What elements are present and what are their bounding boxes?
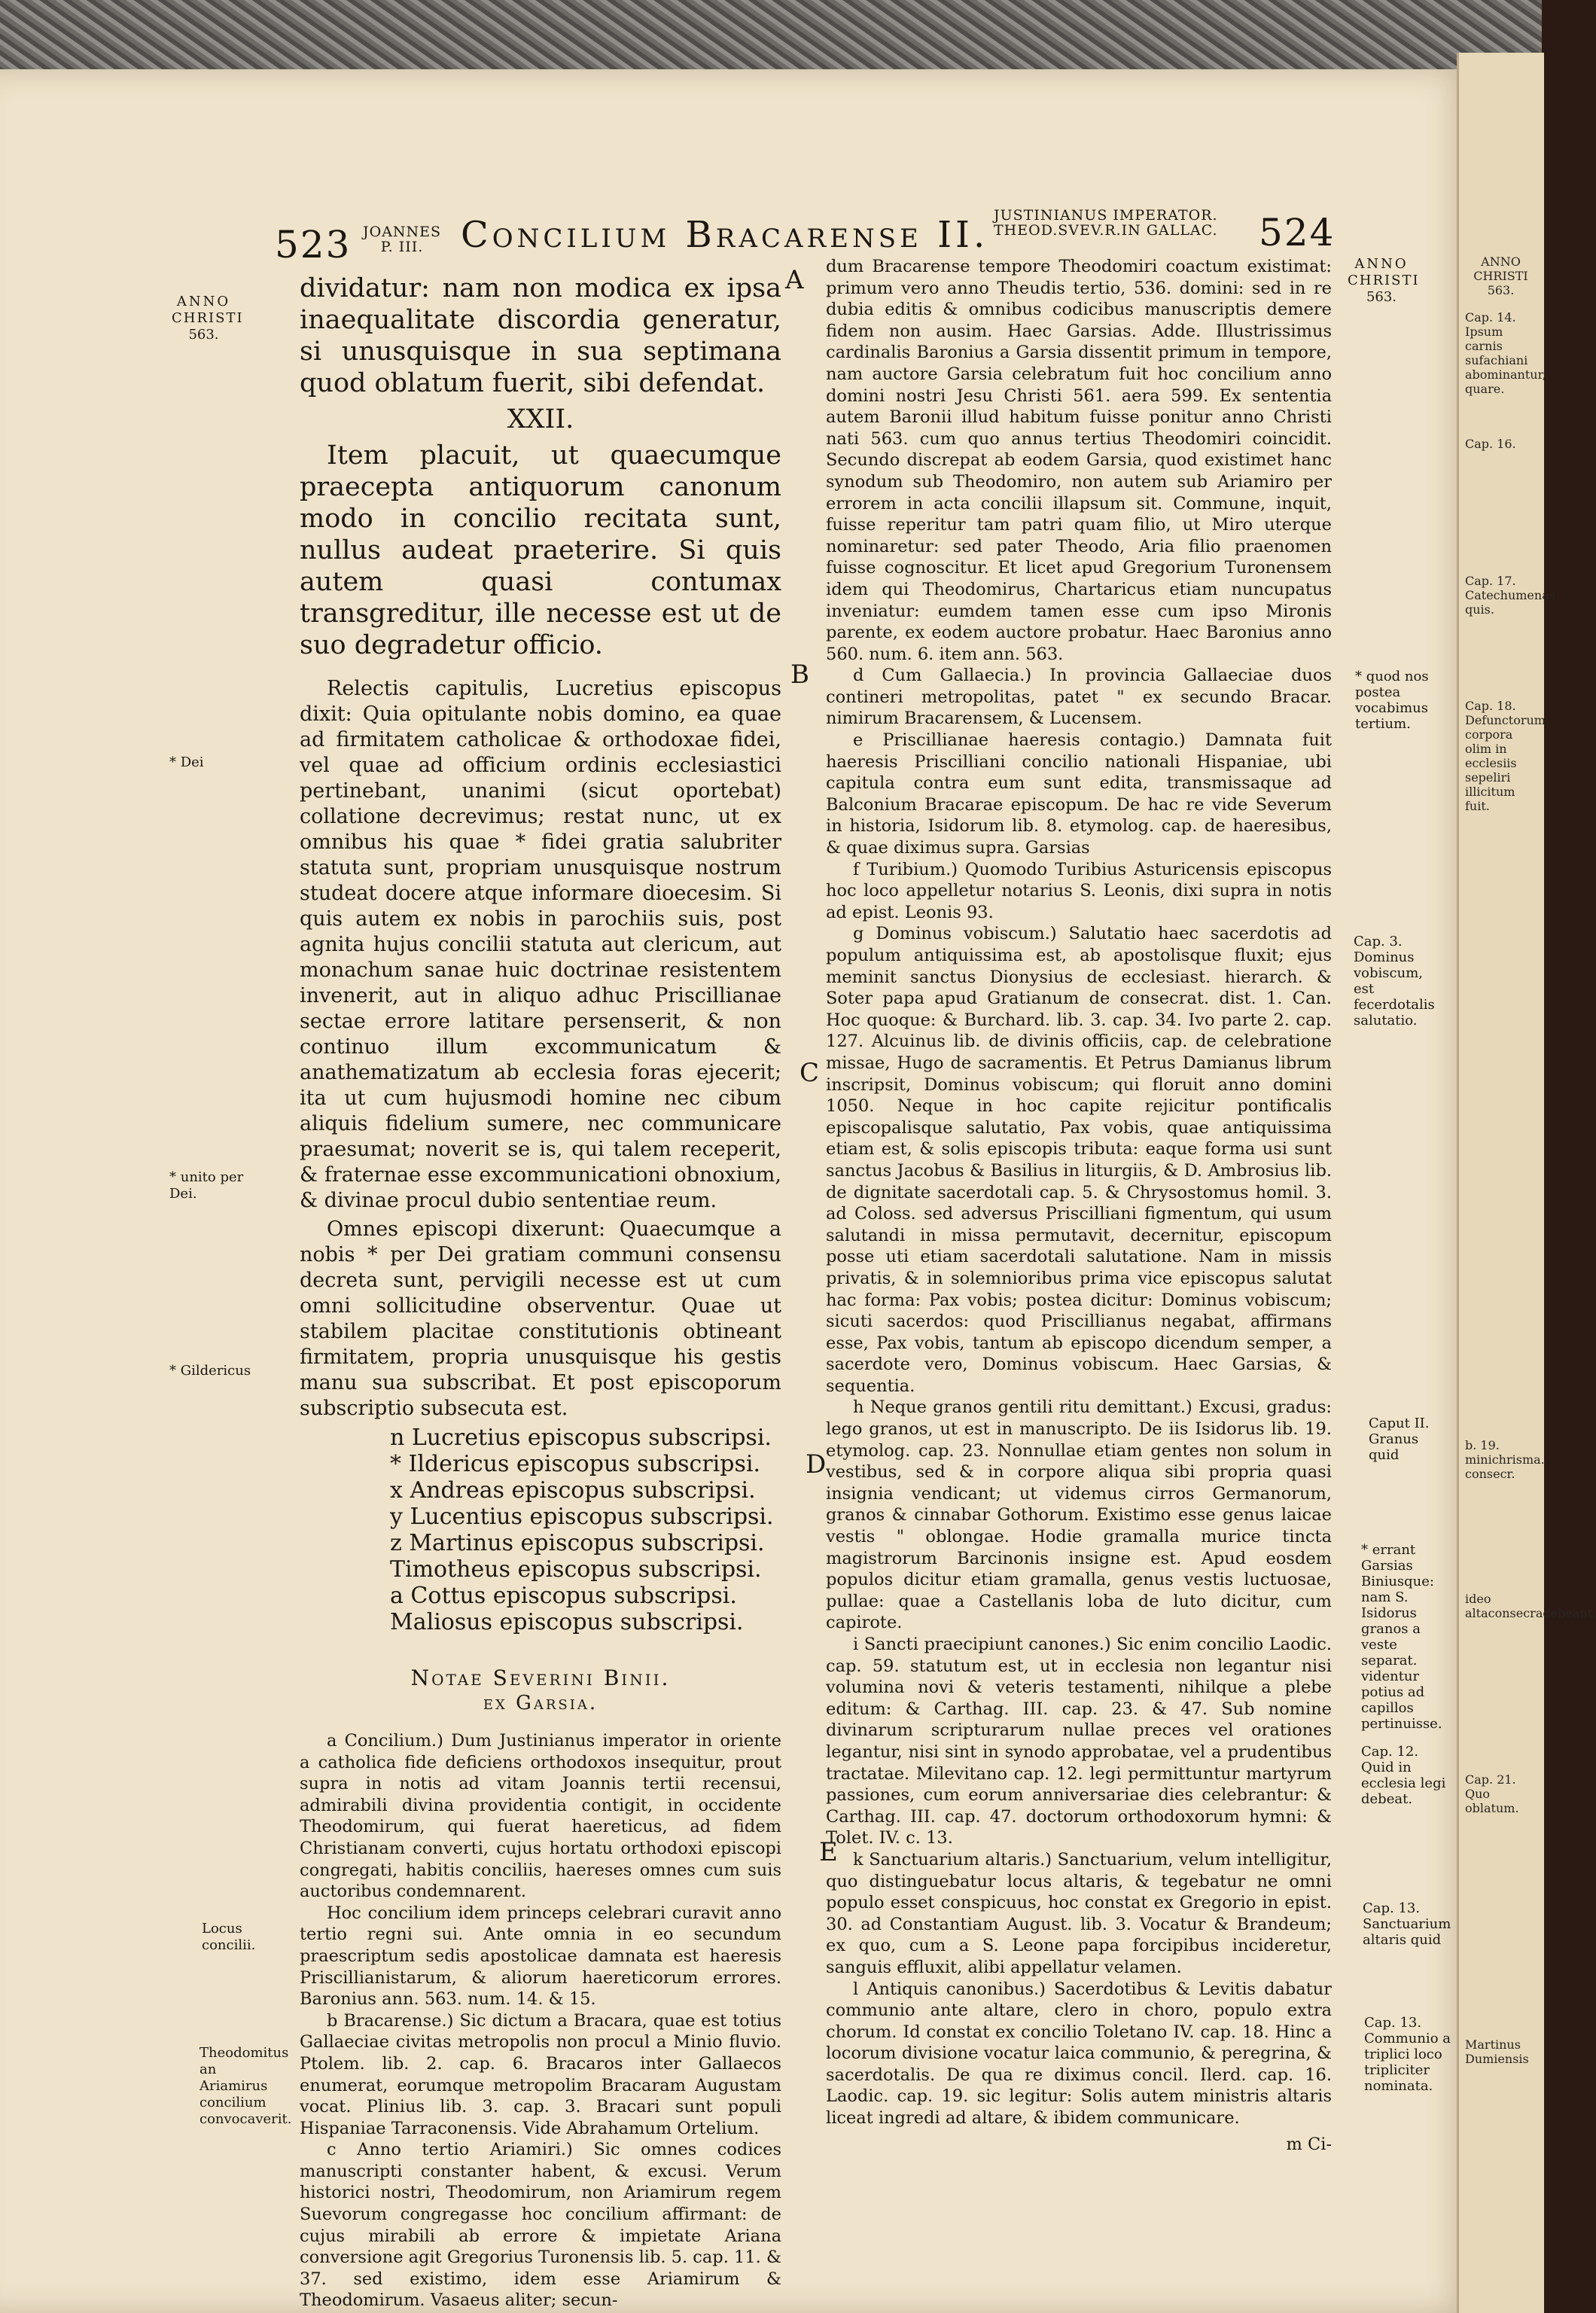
omnes-paragraph: Omnes episcopi dixerunt: Quaecumque a nobis * per Dei gratiam communi consensu decreta sunt, pervigili necesse est ut cum omni sollicitudine observentur. Quae ut stabilem placitae constitutionis obtineant firmitatem, propria unusquisque his gestis manu sua subscribat. Et post episcoporum subscriptio subsecuta est.: [300, 1217, 781, 1420]
facing-note-cap21: Cap. 21. Quo oblatum.: [1465, 1772, 1519, 1815]
right-column: [826, 256, 1332, 2155]
emperor-label: JUSTINIANUS IMPERATOR. THEOD.SVEV.R.IN GALLAC.: [994, 207, 1218, 239]
subscription-line: z Martinus episcopus subscripsi.: [390, 1530, 765, 1556]
margin-note-unito: * unito per Dei.: [169, 1169, 244, 1202]
note-c: c Anno tertio Ariamiri.) Sic omnes codices manuscripti constanter habent, & excusi. Verum historici nostri, Theodomirum, non Ariamirum regem Suevorum congregasse hoc concilium affirmant: de cujus mirabili ab errore & impietate Ariana conversione agit Gregorius Turonensis lib. 5. cap. 11. & 37. sed existimo, idem esse Ariamirum & Theodomirum. Vasaeus aliter; secun-: [300, 2140, 781, 2311]
canon-text: Item placuit, ut quaecumque praecepta antiquorum canonum modo in concilio recitata sunt, nullus audeat praeterire. Si quis autem quasi contumax transgreditur, ille necesse est ut de suo degradetur officio.: [300, 440, 781, 660]
margin-note-gildericus: * Gildericus: [169, 1363, 251, 1379]
margin-note-quod-nos: * quod nos postea vocabimus tertium.: [1355, 669, 1429, 732]
note-l: l Antiquis canonibus.) Sacerdotibus & Levitis dabatur communio ante altare, clero in choro, populo extra chorum. Id constat ex concilio Toletano IV. cap. 18. Hinc a locorum divisione vocatur laica communio, & peregrina, & sacerdotalis. De qua re diximus concil. Ilerd. cap. 16. Laodic. cap. 19. sic legitur: Solis autem ministris altaris liceat ingredi ad altare, & ibidem communicare.: [826, 1979, 1332, 2129]
note-a: a Concilium.) Dum Justinianus imperator in oriente a catholica fide deficiens orthodoxos insequitur, prout supra in notis ad vitam Joannis tertii recensui, admirabili divina providentia contigit, in occidente Theodomirum, qui fuerat haereticus, ad fidem Christianam converti, cujus hortatu orthodoxi episcopi congregati, habitis conciliis, haereses omnes cum suis auctoribus condemnarent.: [300, 1731, 781, 1902]
note-g: g Dominus vobiscum.) Salutatio haec sacerdotis ad populum antiquissima est, ab apostolisque fluxit; ejus meminit sanctus Dionysius de ecclesiast. hierarch. & Soter papa apud Gratianum de consecrat. dist. 1. Can. Hoc quoque: & Burchard. lib. 3. cap. 34. Ivo parte 2. cap. 127. Alcuinus lib. de divinis officiis, cap. de celebratione missae, Hugo de sacramentis. Et Petrus Damianus librum inscripsit, Dominus vobiscum; qui floruit anno domini 1050. Neque in hoc capite rejicitur pontificalis episcopalisque salutatio, Pax vobis, quae antiquissima etiam est, & solis episcopis tributa: eaque forma usi sunt sanctus Jacobus & Basilius in liturgiis, & D. Ambrosius lib. de dignitate sacerdotali cap. 5. & Chrysostomus homil. 3. ad Coloss. sed adversus Priscilliani figmentum, qui usum salutandi in missa permutavit, decernitur, episcopum posse uti etiam sacerdotali salutatione. Nam in missis privatis, & in solemnioribus prima vice episcopus salutat hac forma: Pax vobis; postea dicitur: Dominus vobiscum; sicuti sacerdos: quod Priscillianus negabat, affirmans esse, Pax vobis, tantum ab episcopo dicendum semper, a sacerdote vero, Dominus vobiscum. Haec Garsias, & sequentia.: [826, 924, 1332, 1396]
margin-note-cap3: Cap. 3. Dominus vobiscum, est fecerdotalis salutatio.: [1354, 934, 1435, 1029]
margin-note-dei: * Dei: [169, 754, 204, 770]
left-column: [300, 273, 781, 2311]
margin-anno-left: ANNO CHRISTI 563.: [172, 294, 244, 343]
subscription-list: [300, 1425, 781, 1635]
note-i: i Sancti praecipiunt canones.) Sic enim concilio Laodic. cap. 59. statutum est, ut in ecclesia non legantur nisi volumina novi & veteris testamenti, nihilque a plebe editum: & Carthag. III. cap. 23. & 47. Sub nomine divinarum scripturarum nullae preces vel orationes legantur, nisi sint in synodo approbatae, vel a prudentibus tractatae. Milevitano cap. 12. legi permittuntur martyrum passiones, cum eorum anniversariae dies celebrantur: & Carthag. III. cap. 47. doctorum orthodoxorum hymni: & Tolet. IV. c. 13.: [826, 1635, 1332, 1848]
subscription-line: Timotheus episcopus subscripsi.: [390, 1556, 762, 1583]
facing-note-cap16: Cap. 16.: [1465, 437, 1516, 451]
facing-anno: ANNO CHRISTI 563.: [1473, 254, 1528, 297]
relectis-paragraph: Relectis capitulis, Lucretius episcopus dixit: Quia opitulante nobis domino, ea quae ad firmitatem catholicae & orthodoxae fidei, vel quae ad officium ordinis ecclesiastici pertinebant, unanimi (sicut oportebat) collatione decrevimus; restat nunc, ut ex omnibus his quae * fidei gratia salubriter statuta sunt, propriam unusquisque nostrum studeat docere atque informare dioecesim. Si quis autem ex nobis in parochiis suis, post agnita hujus concilii statuta aut clericum, aut monachum sanae huic doctrinae resistentem invenerit, aut in aliquo adhuc Priscillianae sectae errore latitare persenserit, & non continuo illum excommunicatum & anathematizatum ab ecclesia foras ejecerit; ita ut cum hujusmodi homine nec cibum aliquis fidelium sumere, nec communicare praesumat; noverit se is, qui talem receperit, & fraternae esse excommunicationi obnoxium, & divinae procul dubio sententiae reum.: [300, 677, 781, 1212]
section-letter-d: D: [806, 1449, 827, 1480]
note-d: d Cum Gallaecia.) In provincia Gallaeciae duos contineri metropolitas, patet " ex secundo Bracar. nimirum Bracarensem, & Lucensem.: [826, 666, 1332, 729]
note-c-continued: dum Bracarense tempore Theodomiri coactum existimat: primum vero anno Theudis tertio, 536. domini: sed in re dubia editis & omnibus codicibus manuscriptis demere fidem non ausim. Haec Garsias. Adde. Illustrissimus cardinalis Baronius a Garsia dissentit primum in tempore, nam auctore Garsia celebratum fuit hoc concilium anno domini nostri Jesu Christi 561. aera 599. Ex sententia autem Baronii illud habitum fuisse ponitur anno Christi nati 563. cum quo annus tertius Theodomiri coincidit. Secundo discrepat ab eodem Garsia, quod existimet hanc synodum sub Theodomiro, non autem sub Ariamiro per errorem in acta concilii illapsum sit. Commune, inquit, fuisse reperitur tam patri quam filio, ut Miro uterque nominaretur: sed pater Theodo, Aria filio praenomen fuisse cognoscitur. Et licet apud Gregorium Turonensem idem qui Theodomirus, Chartaricus etiam nuncupatus inveniatur: eumdem tamen esse cum ipso Mironis parente, ex eodem auctore probatur. Haec Baronius anno 560. num. 6. item ann. 563.: [826, 257, 1332, 664]
canon-heading: XXII.: [507, 404, 574, 434]
note-b: b Bracarense.) Sic dictum a Bracara, quae est totius Gallaeciae civitas metropolis non procul a Minio fluvio. Ptolem. lib. 2. cap. 6. Bracaros inter Gallaecos enumerat, eorumque metropolim Bracaram Augustam vocat. Plinius lib. 3. cap. 3. Bracari sunt populi Hispaniae Tarraconensis. Vide Abrahamum Ortelium.: [300, 2010, 781, 2138]
subscription-line: x Andreas episcopus subscripsi.: [390, 1477, 756, 1504]
section-letter-b: B: [790, 660, 809, 690]
running-title: Concilium Bracarense II.: [461, 214, 989, 256]
note-h: h Neque granos gentili ritu demittant.) Excusi, gradus: lego granos, ut est in manuscripto. De iis Isidorus lib. 19. etymolog. cap. 23. Nonnullae etiam gentes non solum in vestibus, sed & in corpore aliqua sibi propria quasi insignia vendicant; ut videmus cirros Germanorum, granos & cinnabar Gothorum. Existimo esse genus laicae vestis " oblongae. Hodie gramalla murice tincta magistrorum Barcinonis insigne est. Apud eosdem populos dicitur etiam gramalla, genus vestis luctuosae, pullae: quae a Castellanis loba de luto dicitur, cum capirote.: [826, 1397, 1332, 1633]
facing-note-cap20: ideo altaconsecradebeant.: [1465, 1592, 1596, 1620]
subscription-line: n Lucretius episcopus subscripsi.: [390, 1425, 772, 1451]
section-letter-e: E: [819, 1837, 838, 1867]
margin-note-locus: Locus concilii.: [202, 1921, 256, 1953]
page-number-left: 523: [275, 223, 352, 267]
section-letter-a: A: [785, 265, 804, 295]
facing-note-cap14: Cap. 14. Ipsum carnis sufachiani abominantur, quare.: [1465, 310, 1546, 396]
facing-note-cap17: Cap. 17. Catechumenas quis.: [1465, 574, 1555, 617]
facing-note-martinus: Martinus Dumiensis: [1465, 2037, 1529, 2066]
margin-note-cap13-sanctuarium: Cap. 13. Sanctuarium altaris quid: [1363, 1900, 1451, 1948]
subscription-line: * Ildericus episcopus subscripsi.: [390, 1451, 760, 1477]
margin-note-caput11: Caput II. Granus quid: [1369, 1416, 1430, 1463]
canon-intro: dividatur: nam non modica ex ipsa inaequalitate discordia generatur, si unusquisque in sua septimana quod oblatum fuerit, sibi defendat.: [300, 273, 781, 398]
subscription-line: y Lucentius episcopus subscripsi.: [390, 1504, 774, 1530]
margin-anno-right: ANNO CHRISTI 563.: [1348, 256, 1420, 305]
notes-subheading: ex Garsia.: [483, 1692, 598, 1714]
facing-note-cap18: Cap. 18. Defunctorum corpora olim in ecclesiis sepeliri illicitum fuit.: [1465, 699, 1546, 813]
pope-label: JOANNES P. III.: [363, 224, 442, 255]
page-number-right: 524: [1259, 211, 1336, 254]
margin-note-cap13-communio: Cap. 13. Communio a triplici loco tripliciter nominata.: [1364, 2015, 1451, 2094]
notes-heading: Notae Severini Binii.: [410, 1665, 671, 1690]
subscription-line: Maliosus episcopus subscripsi.: [390, 1609, 744, 1635]
facing-note-cap19: b. 19. minichrisma. consecr.: [1465, 1438, 1545, 1481]
section-letter-c: C: [800, 1058, 820, 1088]
subscription-line: a Cottus episcopus subscripsi.: [390, 1583, 737, 1609]
note-k: k Sanctuarium altaris.) Sanctuarium, velum intelligitur, quo distinguebatur locus altaris, & tegebatur ne omni populo esset conspicuus, hoc constat ex Gregorio in epist. 30. ad Constantiam August. lib. 3. Vocatur & Brandeum; ex quo, cum a S. Leone papa forcipibus incideretur, sanguis effluxit, alibi appellatur velamen.: [826, 1849, 1332, 1977]
margin-note-theodomitus: Theodomitus an Ariamirus concilium convocaverit.: [200, 2045, 292, 2127]
catchword: m Ci-: [1286, 2134, 1332, 2154]
margin-note-cap12: Cap. 12. Quid in ecclesia legi debeat.: [1361, 1744, 1446, 1807]
note-e: e Priscillianae haeresis contagio.) Damnata fuit haeresis Priscilliani concilio nationali Hispaniae, ubi capitula contra eum sunt edita, transmissaque ad Balconium Bracarae episcopum. De hac re vide Severum in historia, Isidorum lib. 8. etymolog. cap. de haeresibus, & quae diximus supra. Garsias: [826, 730, 1332, 858]
note-f: f Turibium.) Quomodo Turibius Asturicensis episcopus hoc loco appelletur notarius S. Leonis, dixi supra in notis ad epist. Leonis 93.: [826, 859, 1332, 922]
note-a-continued: Hoc concilium idem princeps celebrari curavit anno tertio regni sui. Ante omnia in eo secundum praescriptum sedis apostolicae damnata est haeresis Priscillianistarum, & aliorum haereticorum errores. Baronius ann. 563. num. 14. & 15.: [300, 1903, 781, 2010]
margin-note-errant: * errant Garsias Biniusque: nam S. Isidorus granos a veste separat. videntur potius ad capillos pertinuisse.: [1361, 1542, 1442, 1732]
